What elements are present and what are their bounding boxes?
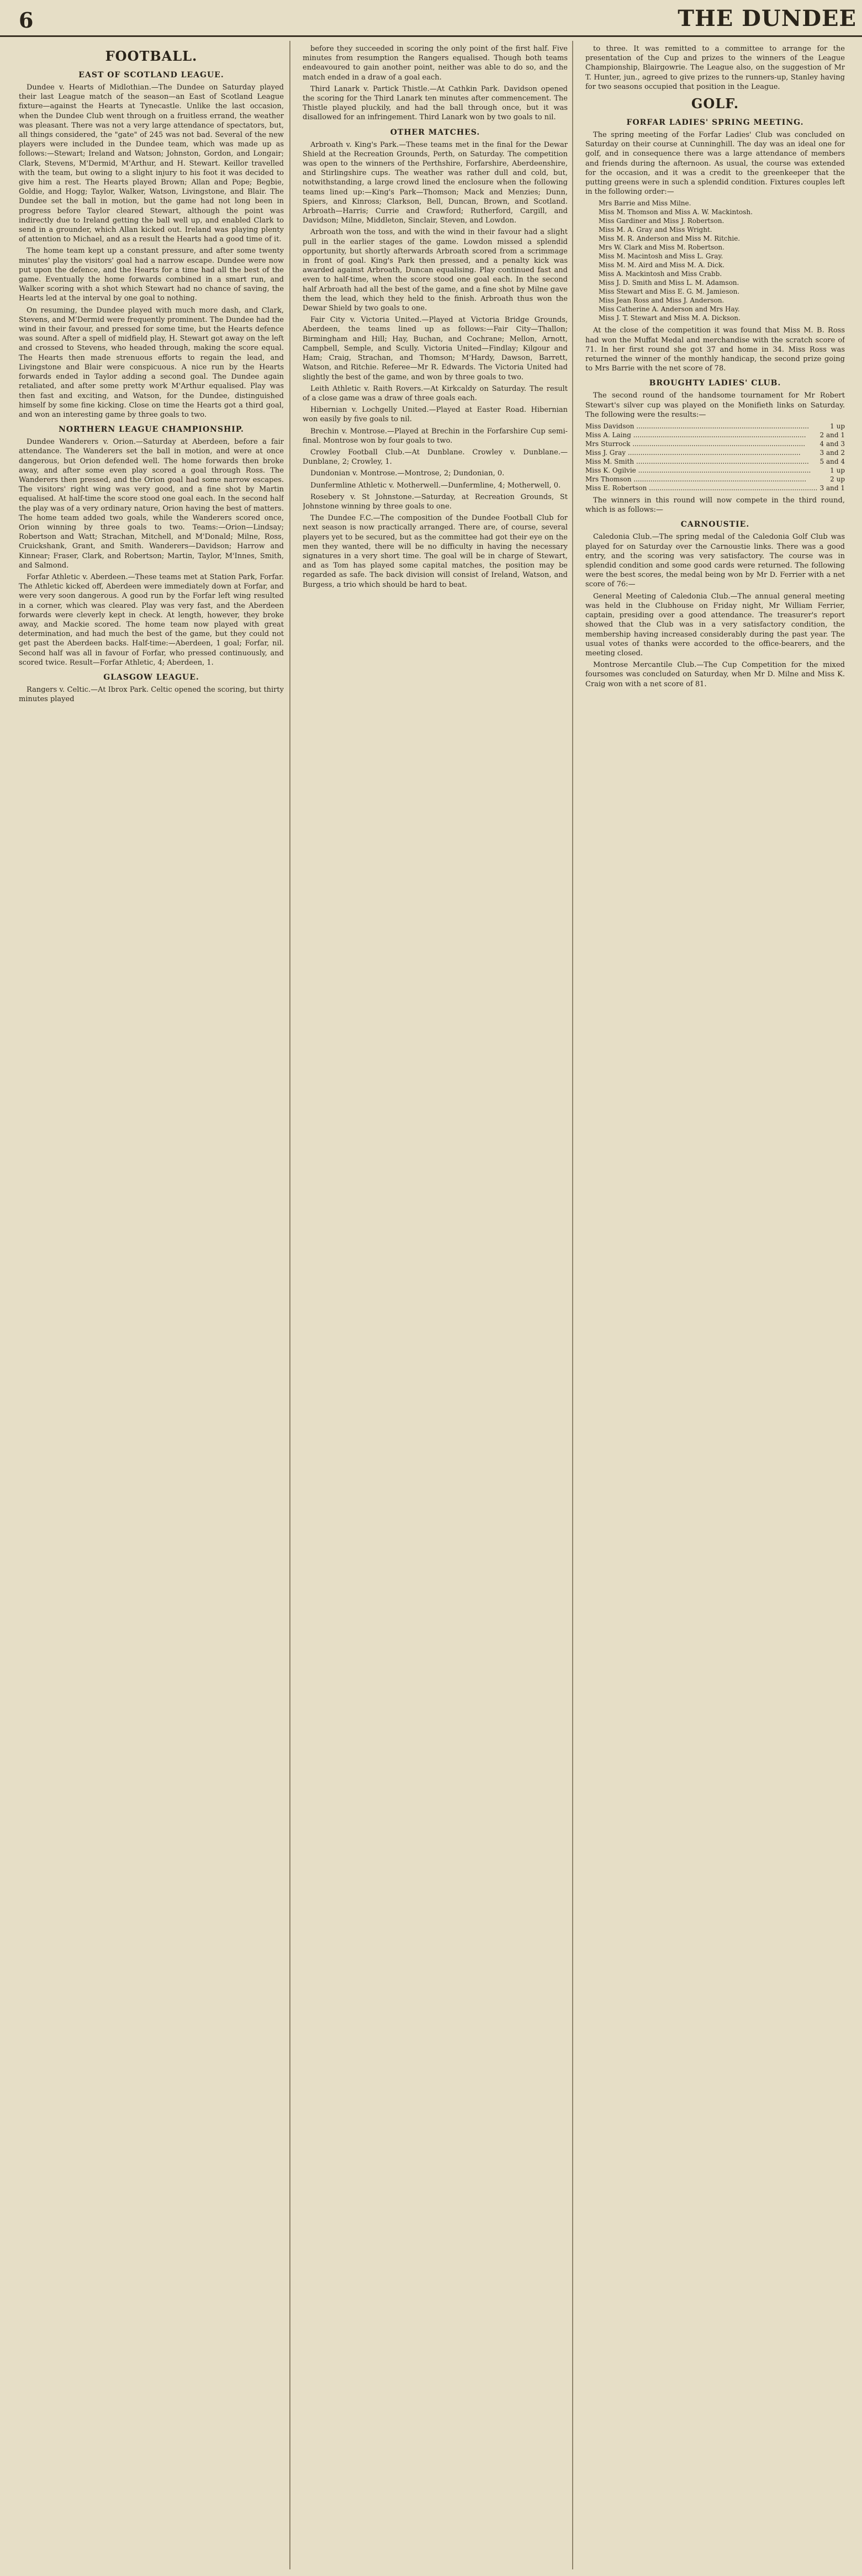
article-paragraph: Rosebery v. St Johnstone.—Saturday, at Recreation Grounds, St Johnstone winning by three goals to one. — [303, 492, 568, 511]
article-paragraph: Brechin v. Montrose.—Played at Brechin in the Forfarshire Cup semi-final. Montrose won by four goals to two. — [303, 427, 568, 445]
article-paragraph: Dundee v. Hearts of Midlothian.—The Dundee on Saturday played their last League match of the season—an East of Scotland League fixture—against the Hearts at Tynecastle. Unlike the last occasion, when the Dundee Club went through on a fruitless errand, the weather was pleasant. There was not a very large attendance of spectators, but, all things considered, the "gate" of 245 was not bad. Several of the new players were included in the Dundee team, which was made up as follows:—Stewart; Ireland and Watson; Johnston, Gordon, and Longair; Clark, Stevens, M'Dermid, M'Arthur, and H. Stewart. Keillor travelled with the team, but owing to a slight injury to his foot it was decided to give him a rest. The Hearts played Brown; Allan and Pope; Begbie, Goldie, and Hogg; Taylor, Walker, Watson, Livingstone, and Blair. The Dundee set the ball in motion, but the game had not long been in progress before Taylor cleared Stewart, although the point was indirectly due to Ireland getting the ball well up, and enabled Clark to send in a grounder, which Allan kicked out. Ireland was playing plenty of attention to Michael, and as a result the Hearts had a good time of it. — [19, 83, 284, 244]
column-rule — [289, 41, 290, 2569]
result-row: Miss J. Gray ..... 3 and 2 — [585, 448, 845, 457]
article-paragraph: Dundonian v. Montrose.—Montrose, 2; Dundonian, 0. — [310, 469, 505, 478]
pairing-item: Miss J. T. Stewart and Miss M. A. Dickson. — [599, 314, 741, 322]
masthead-title: THE DUNDEE — [678, 6, 856, 31]
column-rule — [572, 41, 573, 2569]
result-row: Mrs Sturrock ..... 4 and 3 — [585, 439, 845, 448]
article-paragraph: On resuming, the Dundee played with much more dash, and Clark, Stevens, and M'Dermid were frequently prominent. The Dundee had the wind in their favour, and pressed for some time, but the Hearts defence was sound. After a spell of midfield play, H. Stewart got away on the left and crossed to Stevens, who headed through, making the score equal. The Hearts then made strenuous efforts to regain the lead, and Livingstone and Blair were conspicuous. A nice run by the Hearts forwards ended in Taylor adding a second goal. The Dundee again retaliated, and after some pretty work M'Arthur equalised. Play was then fast and exciting, and Watson, for the Dundee, distinguished himself by some fine kicking. Close on time the Hearts got a third goal, and won an interesting game by three goals to two. — [19, 306, 284, 419]
subheading-glasgow-league: GLASGOW LEAGUE. — [103, 672, 199, 682]
pairing-item: Miss J. D. Smith and Miss L. M. Adamson. — [599, 279, 739, 287]
results-list — [585, 422, 845, 492]
pairing-item: Miss M. Thomson and Miss A. W. Mackintosh. — [599, 208, 753, 216]
article-paragraph: The winners in this round will now compete in the third round, which is as follows:— — [585, 496, 845, 515]
result-row: Mrs Thomson ..... 2 up — [585, 475, 845, 484]
pairing-item: Miss M. A. Gray and Miss Wright. — [599, 226, 712, 234]
article-paragraph: before they succeeded in scoring the only point of the first half. Five minutes from resumption the Rangers equalised. Though both teams endeavoured to gain another point, neither was able to do so, and the match ended in a draw of a goal each. — [303, 45, 568, 82]
pairing-item: Mrs Barrie and Miss Milne. — [599, 199, 691, 208]
article-paragraph: Arbroath won the toss, and with the wind in their favour had a slight pull in the earlier stages of the game. Lowdon missed a splendid opportunity, but shortly afterwards Arbroath scored from a scrimmage in front of goal. King's Park then pressed, and a penalty kick was awarded against Arbroath, Duncan equalising. Play continued fast and even to half-time, when the score stood one goal each. In the second half Arbroath had all the best of the game, and a fine shot by Milne gave them the lead, which they held to the finish. Arbroath thus won the Dewar Shield by two goals to one. — [303, 228, 568, 313]
section-heading-football: FOOTBALL. — [105, 48, 198, 64]
subheading-forfar-ladies: FORFAR LADIES' SPRING MEETING. — [626, 118, 804, 128]
article-paragraph: Fair City v. Victoria United.—Played at Victoria Bridge Grounds, Aberdeen, the teams lined up as follows:—Fair City—Thallon; Birmingham and Hill; Hay, Buchan, and Cochrane; Mellon, Arnott, Campbell, Semple, and Scully. Victoria United—Findlay; Kilgour and Ham; Craig, Strachan, and Thomson; M'Hardy, Dawson, Barrett, Watson, and Ritchie. Referee—Mr R. Edwards. The Victoria United had slightly the best of the game, and won by three goals to two. — [303, 316, 568, 381]
article-paragraph: Third Lanark v. Partick Thistle.—At Cathkin Park. Davidson opened the scoring for the Third Lanark ten minutes after commencement. The Thistle played pluckily, and had the ball through once, but it was disallowed for an infringement. Third Lanark won by two goals to nil. — [303, 84, 568, 122]
article-paragraph: to three. It was remitted to a committee to arrange for the presentation of the Cup and prizes to the winners of the League Championship, Blairgowrie. The League also, on the suggestion of Mr T. Hunter, jun., agreed to give prizes to the runners-up, Stanley having for two seasons occupied that position in the League. — [585, 45, 845, 91]
article-paragraph: Caledonia Club.—The spring medal of the Caledonia Golf Club was played for on Saturday over the Carnoustie links. There was a good entry, and the scoring was very satisfactory. The course was in splendid condition and some good cards were returned. The following were the best scores, the medal being won by Mr D. Ferrier with a net score of 76:— — [585, 533, 845, 589]
article-paragraph: Leith Athletic v. Raith Rovers.—At Kirkcaldy on Saturday. The result of a close game was a draw of three goals each. — [303, 384, 568, 402]
pairing-item: Miss A. Mackintosh and Miss Crabb. — [599, 270, 722, 278]
result-row: Miss A. Laing ..... 2 and 1 — [585, 431, 845, 439]
pairing-item: Miss M. Macintosh and Miss L. Gray. — [599, 252, 723, 261]
subheading-east-of-scotland-league: EAST OF SCOTLAND LEAGUE. — [78, 71, 224, 79]
article-paragraph: Rangers v. Celtic.—At Ibrox Park. Celtic opened the scoring, but thirty minutes played — [19, 685, 284, 704]
page-number: 6 — [19, 8, 34, 33]
result-row: Miss K. Ogilvie ..... 1 up — [585, 466, 845, 475]
article-paragraph: Montrose Mercantile Club.—The Cup Competition for the mixed foursomes was concluded on Saturday, when Mr D. Milne and Miss K. Craig won with a net score of 81. — [585, 661, 845, 688]
article-paragraph: The second round of the handsome tournament for Mr Robert Stewart's silver cup was played on the Monifieth links on Saturday. The following were the results:— — [585, 391, 845, 419]
pairings-list — [599, 199, 845, 322]
subheading-northern-league: NORTHERN LEAGUE CHAMPIONSHIP. — [59, 425, 244, 434]
section-heading-golf: GOLF. — [691, 96, 739, 112]
subheading-broughty-ladies: BROUGHTY LADIES' CLUB. — [649, 379, 781, 388]
pairing-item: Miss Gardiner and Miss J. Robertson. — [599, 217, 724, 225]
result-row: Miss E. Robertson ..... 3 and 1 — [585, 484, 845, 492]
subheading-other-matches: OTHER MATCHES. — [390, 128, 480, 137]
article-paragraph: The spring meeting of the Forfar Ladies' Club was concluded on Saturday on their course at Cunninghill. The day was an ideal one for golf, and in consequence there was a large attendance of members and friends during the afternoon. As usual, the course was extended for the occasion, and it was a credit to the greenkeeper that the putting greens were in such a splendid condition. Fixtures couples left in the following order:— — [585, 131, 845, 197]
column-football — [19, 44, 284, 2567]
article-paragraph: The Dundee F.C.—The composition of the Dundee Football Club for next season is now practically arranged. There are, of course, several players yet to be secured, but as the committee had got their eye on the men they wanted, there will be no difficulty in having the necessary signatures in a very short time. The goal will be in charge of Stewart, and as Tom has played some capital matches, the position may be regarded as safe. The back division will consist of Ireland, Watson, and Burgess, a trio which should be hard to beat. — [303, 514, 568, 589]
article-paragraph: Dunfermline Athletic v. Motherwell.—Dunfermline, 4; Motherwell, 0. — [310, 481, 561, 490]
result-row: Miss M. Smith ..... 5 and 4 — [585, 457, 845, 466]
page-header — [0, 0, 862, 37]
pairing-item: Mrs W. Clark and Miss M. Robertson. — [599, 243, 724, 252]
pairing-item: Miss Catherine A. Anderson and Mrs Hay. — [599, 305, 740, 314]
subheading-carnoustie: CARNOUSTIE. — [680, 520, 750, 529]
article-paragraph: At the close of the competition it was found that Miss M. B. Ross had won the Muffat Medal and merchandise with the scratch score of 71. In her first round she got 37 and home in 34. Miss Ross was returned the winner of the monthly handicap, the second prize going to Mrs Barrie with the net score of 78. — [585, 326, 845, 373]
pairing-item: Miss M. M. Aird and Miss M. A. Dick. — [599, 261, 724, 269]
article-paragraph: Crowley Football Club.—At Dunblane. Crowley v. Dunblane.—Dunblane, 2; Crowley, 1. — [303, 448, 568, 467]
result-row: Miss Davidson ..... 1 up — [585, 422, 845, 431]
article-paragraph: Hibernian v. Lochgelly United.—Played at Easter Road. Hibernian won easily by five goals to nil. — [303, 406, 568, 424]
column-golf — [585, 44, 845, 2567]
pairing-item: Miss Jean Ross and Miss J. Anderson. — [599, 296, 724, 305]
article-paragraph: Arbroath v. King's Park.—These teams met in the final for the Dewar Shield at the Recreation Grounds, Perth, on Saturday. The competition was open to the winners of the Perthshire, Forfarshire, Aberdeenshire, and Stirlingshire cups. The weather was rather dull and cold, but, notwithstanding, a large crowd lined the enclosure when the following teams lined up:—King's Park—Thomson; Mack and Menzies; Dunn, Spiers, and Kinross; Clarkson, Bell, Duncan, Brown, and Scotland. Arbroath—Harris; Currie and Crawford; Rutherford, Cargill, and Davidson; Milne, Middleton, Sinclair, Steven, and Lowdon. — [303, 140, 568, 225]
pairing-item: Miss M. R. Anderson and Miss M. Ritchie. — [599, 235, 741, 243]
article-paragraph: The home team kept up a constant pressure, and after some twenty minutes' play the visitors' goal had a narrow escape. Dundee were now put upon the defence, and the Hearts for a time had all the best of the game. Eventually the home forwards combined in a smart run, and Walker scoring with a shot which Stewart had no chance of saving, the Hearts led at the interval by one goal to nothing. — [19, 247, 284, 303]
article-paragraph: Forfar Athletic v. Aberdeen.—These teams met at Station Park, Forfar. The Athletic kicked off, Aberdeen were immediately down at Forfar, and were very soon dangerous. A good run by the Forfar left wing resulted in a corner, which was cleared. Play was very fast, and the Aberdeen forwards were cleverly kept in check. At length, however, they broke away, and Mackie scored. The home team now played with great determination, and had much the best of the game, but they could not get past the Aberdeen backs. Half-time:—Aberdeen, 1 goal; Forfar, nil. Second half was all in favour of Forfar, who pressed continuously, and scored twice. Result—Forfar Athletic, 4; Aberdeen, 1. — [19, 573, 284, 667]
column-other-matches — [303, 44, 568, 2567]
pairing-item: Miss Stewart and Miss E. G. M. Jamieson. — [599, 288, 740, 296]
article-paragraph: Dundee Wanderers v. Orion.—Saturday at Aberdeen, before a fair attendance. The Wanderers set the ball in motion, and were at once dangerous, but Orion defended well. The home forwards then broke away, and after some even play scored a goal through Ross. The Wanderers then pressed, and the Orion goal had some narrow escapes. The visitors' right wing was very good, and a fine shot by Martin equalised. At half-time the score stood one goal each. In the second half the play was of a very ordinary nature, Orion having the best of matters. The home team added two goals, while the Wanderers scored once, Orion winning by three goals to two. Teams:—Orion—Lindsay; Robertson and Watt; Strachan, Mitchell, and M'Donald; Milne, Ross, Cruickshank, Grant, and Smith. Wanderers—Davidson; Harrow and Kinnear; Fraser, Clark, and Robertson; Martin, Taylor, M'Innes, Smith, and Salmond. — [19, 438, 284, 570]
article-paragraph: General Meeting of Caledonia Club.—The annual general meeting was held in the Clubhouse on Friday night, Mr William Ferrier, captain, presiding over a good attendance. The treasurer's report showed that the Club was in a very satisfactory condition, the membership having increased considerably during the past year. The usual votes of thanks were accorded to the office-bearers, and the meeting closed. — [585, 592, 845, 658]
